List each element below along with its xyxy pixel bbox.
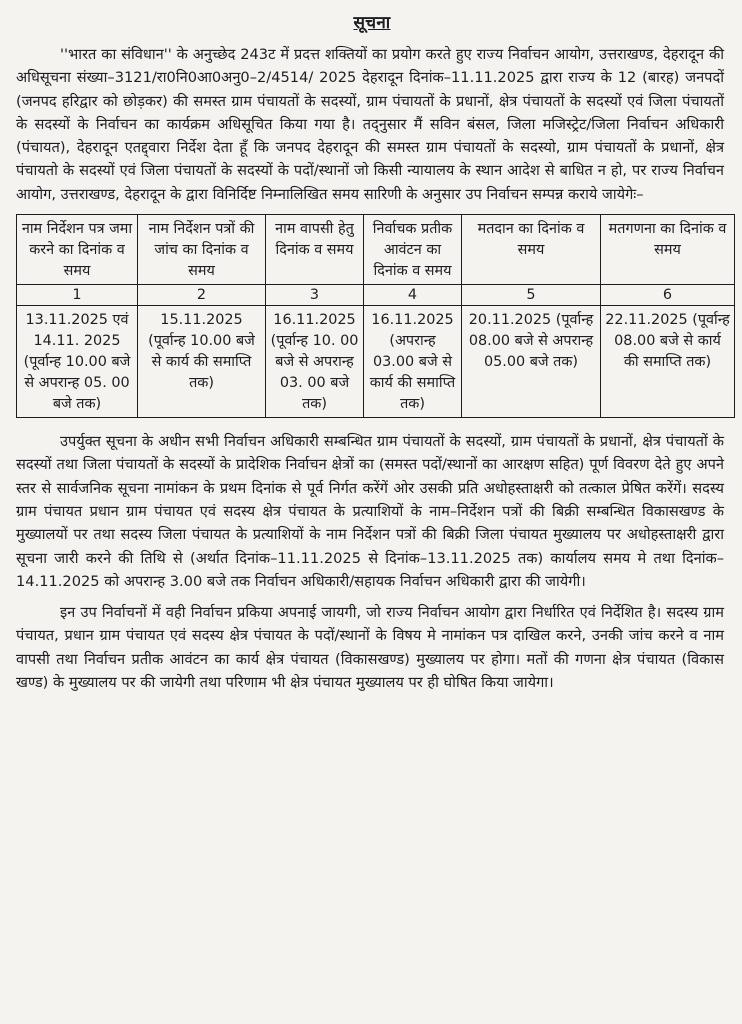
header-symbol-allotment: निर्वाचक प्रतीक आवंटन का दिनांक व समय bbox=[364, 215, 462, 285]
cell-counting: 22.11.2025 (पूर्वान्ह 08.00 बजे से कार्य की समाप्ति तक) bbox=[601, 306, 735, 418]
table-row bbox=[17, 306, 735, 418]
paragraph-instructions bbox=[14, 430, 730, 593]
paragraph-process bbox=[14, 601, 730, 694]
column-number: 4 bbox=[364, 285, 462, 306]
cell-symbol-allotment: 16.11.2025 (अपरान्ह 03.00 बजे से कार्य की समाप्ति तक) bbox=[364, 306, 462, 418]
paragraph-instructions-text: उपर्युक्त सूचना के अधीन सभी निर्वाचन अधिकारी सम्बन्धित ग्राम पंचायतों के सदस्यों, ग्राम पंचायतों के प्रधानों, क्षेत्र पंचायतों के सदस्यों तथा जिला पंचायतों के सदस्यों के प्रादेशिक निर्वाचन क्षेत्रों का (समस्त पदों/स्थानों का आरक्षण सहित) पूर्ण विवरण देते हुए अपने स्तर से सार्वजनिक सूचना नामांकन के प्रथम दिनांक से पूर्व निर्गत करेंगें ओर उसकी प्रति अधोहस्ताक्षरी को तत्काल प्रेषित करेंगें। सदस्य ग्राम पंचायत प्रधान ग्राम पंचायत एवं सदस्य क्षेत्र पंचायत के प्रत्याशियों के नाम–निर्देशन पत्रों की बिक्री सम्बन्धित विकासखण्ड के मुख्यालयों पर तथा सदस्य जिला पंचायत के प्रत्याशियों के नाम निर्देशन पत्रों की बिक्री जिला पंचायत मुख्यालय पर अधोहस्ताक्षरी द्वारा सूचना जारी करने की तिथि से (अर्थात दिनांक–11.11.2025 से दिनांक–13.11.2025 तक) कार्यालय समय मे तथा दिनांक–14.11.2025 को अपरान्ह 3.00 बजे तक निर्वाचन अधिकारी/सहायक निर्वाचन अधिकारी द्वारा की जायेगी। bbox=[16, 433, 724, 590]
paragraph-process-text: इन उप निर्वाचनों में वही निर्वाचन प्रकिया अपनाई जायगी, जो राज्य निर्वाचन आयोग द्वारा निर्धारित एवं निर्देशित है। सदस्य ग्राम पंचायत, प्रधान ग्राम पंचायत एवं सदस्य क्षेत्र पंचायत के पदों/स्थानों के विषय मे नामांकन पत्र दाखिल करने, उनकी जांच करने व नाम वापसी तथा निर्वाचन प्रतीक आवंटन का कार्य क्षेत्र पंचायत (विकासखण्ड) मुख्यालय पर होगा। मतों की गणना क्षेत्र पंचायत (विकास खण्ड) के मुख्यालय पर की जायेगी तथा परिणाम भी क्षेत्र पंचायत मुख्यालय पर ही घोषित किया जायेगा। bbox=[16, 604, 724, 692]
column-number: 2 bbox=[138, 285, 266, 306]
column-number: 6 bbox=[601, 285, 735, 306]
header-nomination-submission: नाम निर्देशन पत्र जमा करने का दिनांक व समय bbox=[17, 215, 138, 285]
cell-nomination-submission: 13.11.2025 एवं 14.11. 2025 (पूर्वान्ह 10.00 बजे से अपरान्ह 05. 00 बजे तक) bbox=[17, 306, 138, 418]
header-polling: मतदान का दिनांक व समय bbox=[462, 215, 601, 285]
table-header-row bbox=[17, 215, 735, 285]
header-withdrawal: नाम वापसी हेतु दिनांक व समय bbox=[266, 215, 364, 285]
section-gap bbox=[14, 418, 730, 430]
paragraph-intro-text: ''भारत का संविधान'' के अनुच्छेद 243ट में प्रदत्त शक्तियों का प्रयोग करते हुए राज्य निर्वाचन आयोग, उत्तराखण्ड, देहरादून की अधिसूचना संख्या–3121/रा0नि0आ0अनु0–2/4514/ 2025 देहरादून दिनांक–11.11.2025 द्वारा राज्य के 12 (बारह) जनपदों (जनपद हरिद्वार को छोड़कर) की समस्त ग्राम पंचायतों के सदस्यों, ग्राम पंचायतों के प्रधानों, क्षेत्र पंचायतों के सदस्यों एवं जिला पंचायतों के सदस्यों के निर्वाचन का कार्यक्रम अधिसूचित किया गया है। तद्नुसार मैं सविन बंसल, जिला मजिस्ट्रेट/जिला निर्वाचन अधिकारी (पंचायत), देहरादून एतद्द्वारा निर्देश देता हूँ कि जनपद देहरादून की समस्त ग्राम पंचायतों के सदस्यो, ग्राम पंचायतों के प्रधानों, क्षेत्र पंचायतो के सदस्यों एवं जिला पंचायतों के सदस्यों के पदों/स्थानों जो किसी न्यायालय के स्थान आदेश से बाधित न हो, पर राज्य निर्वाचन आयोग, उत्तराखण्ड, देहरादून के द्वारा विनिर्दिष्ट निम्नालिखित समय सारिणी के अनुसार उप निर्वाचन सम्पन्न कराये जायेगेः– bbox=[16, 46, 724, 203]
column-number: 3 bbox=[266, 285, 364, 306]
header-nomination-scrutiny: नाम निर्देशन पत्रों की जांच का दिनांक व समय bbox=[138, 215, 266, 285]
header-counting: मतगणना का दिनांक व समय bbox=[601, 215, 735, 285]
notice-title: सूचना bbox=[353, 13, 391, 33]
cell-polling: 20.11.2025 (पूर्वान्ह 08.00 बजे से अपरान्ह 05.00 बजे तक) bbox=[462, 306, 601, 418]
election-schedule-table bbox=[16, 214, 735, 418]
section-gap bbox=[14, 593, 730, 601]
cell-withdrawal: 16.11.2025 (पूर्वान्ह 10. 00 बजे से अपरान्ह 03. 00 बजे तक) bbox=[266, 306, 364, 418]
paragraph-intro bbox=[14, 43, 730, 206]
cell-nomination-scrutiny: 15.11.2025 (पूर्वान्ह 10.00 बजे से कार्य की समाप्ति तक) bbox=[138, 306, 266, 418]
table-number-row bbox=[17, 285, 735, 306]
column-number: 1 bbox=[17, 285, 138, 306]
column-number: 5 bbox=[462, 285, 601, 306]
